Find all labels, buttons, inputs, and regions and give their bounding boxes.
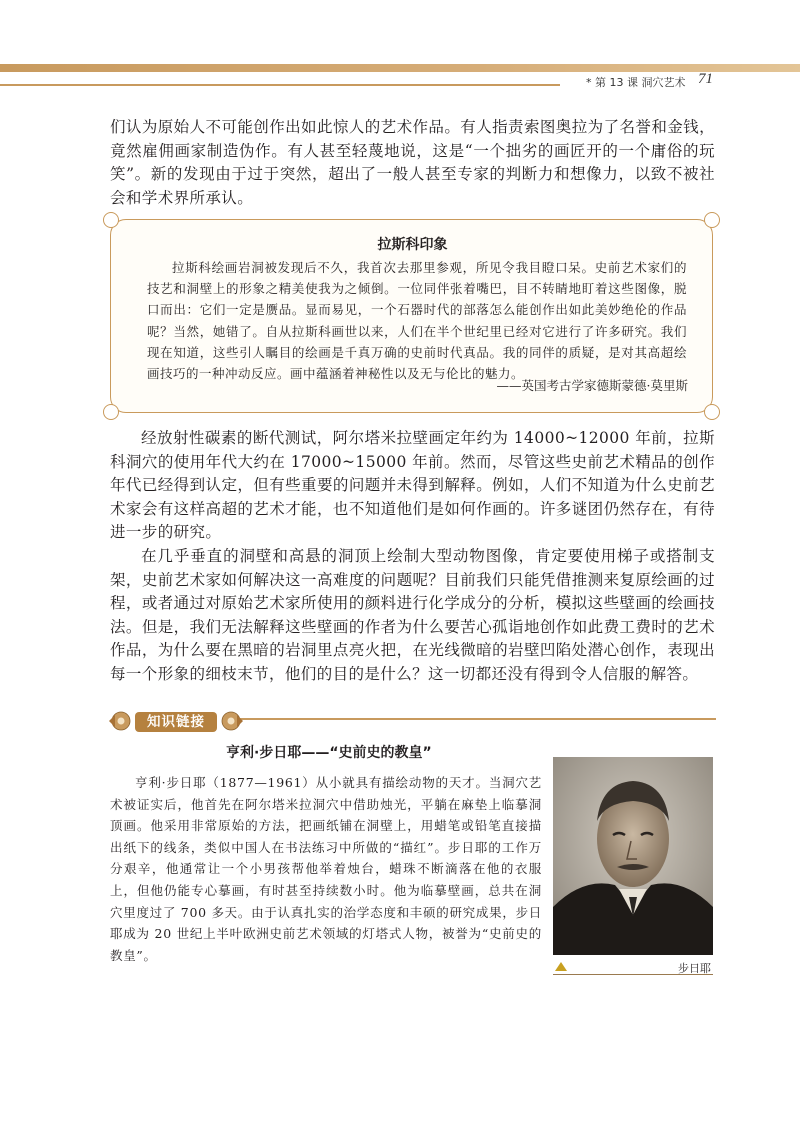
photo-caption: 步日耶 xyxy=(678,962,711,975)
knowledge-link-title: 亨利·步日耶——“史前史的教皇” xyxy=(226,745,432,761)
paragraph-2: 经放射性碳素的断代测试，阿尔塔米拉壁画定年约为 14000~12000 年前，拉斯科洞穴的使用年代大约在 17000~15000 年前。然而，尽管这些史前艺术精品的创作年代已经得到认定，但有些重要的问题并未得到解释。例如，人们不知道为什么史前艺术家会有这样高超的艺术才能，也不知道他们是如何作画的。许多谜团仍然存在，有待进一步的研究。 xyxy=(110,429,715,542)
page-number: 71 xyxy=(698,71,713,87)
knowledge-link-label: 知识链接 xyxy=(135,712,217,732)
corner-ornament xyxy=(103,212,119,228)
corner-ornament xyxy=(103,404,119,420)
corner-ornament xyxy=(704,212,720,228)
knowledge-link-body: 亨利·步日耶（1877—1961）从小就具有描绘动物的天才。当洞穴艺术被证实后，他首先在阿尔塔米拉洞穴中借助烛光，平躺在麻垫上临摹洞顶画。他采用非常原始的方法，把画纸铺在洞壁上，用蜡笔或铅笔直接描出纸下的线条，类似中国人在书法练习中所做的“描红”。步日耶的工作万分艰辛，他通常让一个小男孩帮他举着烛台，蜡珠不断滴落在他的衣服上，但他仍能专心摹画，有时甚至持续数小时。他为临摹壁画，总共在洞穴里度过了 700 多天。由于认真扎实的治学态度和丰硕的研究成果，步日耶成为 20 世纪上半叶欧洲史前艺术领域的灯塔式人物，被誉为“史前史的教皇”。 xyxy=(110,775,542,963)
section-rule xyxy=(228,718,716,720)
quote-source: ——英国考古学家德斯蒙德·莫里斯 xyxy=(496,378,688,393)
header-bar xyxy=(0,64,800,72)
lesson-label: * 第 13 课 洞穴艺术 xyxy=(586,76,686,89)
quote-body: 拉斯科绘画岩洞被发现后不久，我首次去那里参观，所见令我目瞪口呆。史前艺术家们的技艺和洞壁上的形象之精美使我为之倾倒。一位同伴张着嘴巴，目不转睛地盯着这些图像，脱口而出：它们一定是赝品。显而易见，一个石器时代的部落怎么能创作出如此美妙绝伦的作品呢？当然，她错了。自从拉斯科画世以来，人们在半个世纪里已经对它进行了许多研究。我们现在知道，这些引人瞩目的绘画是千真万确的史前时代真品。我的同伴的质疑，是对其高超绘画技巧的一种冲动反应。画中蕴涵着神秘性以及无与伦比的魅力。 xyxy=(147,260,687,382)
portrait-photo xyxy=(553,757,713,955)
quote-box xyxy=(110,219,713,413)
corner-ornament xyxy=(704,404,720,420)
quote-title: 拉斯科印象 xyxy=(377,237,448,253)
caption-triangle-icon xyxy=(555,962,567,971)
header-rule xyxy=(0,84,560,86)
paragraph-1: 们认为原始人不可能创作出如此惊人的艺术作品。有人指责索图奥拉为了名誉和金钱，竟然雇佣画家制造伪作。有人甚至轻蔑地说，这是“一个拙劣的画匠开的一个庸俗的玩笑”。新的发现由于过于突然，超出了一般人甚至专家的判断力和想像力，以致不被社会和学术界所承认。 xyxy=(110,118,715,207)
paragraph-3: 在几乎垂直的洞壁和高悬的洞顶上绘制大型动物图像，肯定要使用梯子或搭制支架，史前艺术家如何解决这一高难度的问题呢？目前我们只能凭借推测来复原绘画的过程，或者通过对原始艺术家所使用的颜料进行化学成分的分析，模拟这些壁画的绘画技法。但是，我们无法解释这些壁画的作者为什么要苦心孤诣地创作如此费工费时的艺术作品，为什么要在黑暗的岩洞里点亮火把，在光线微暗的岩壁凹陷处潜心创作，表现出每一个形象的细枝末节，他们的目的是什么？这一切都还没有得到令人信服的解答。 xyxy=(110,547,715,683)
